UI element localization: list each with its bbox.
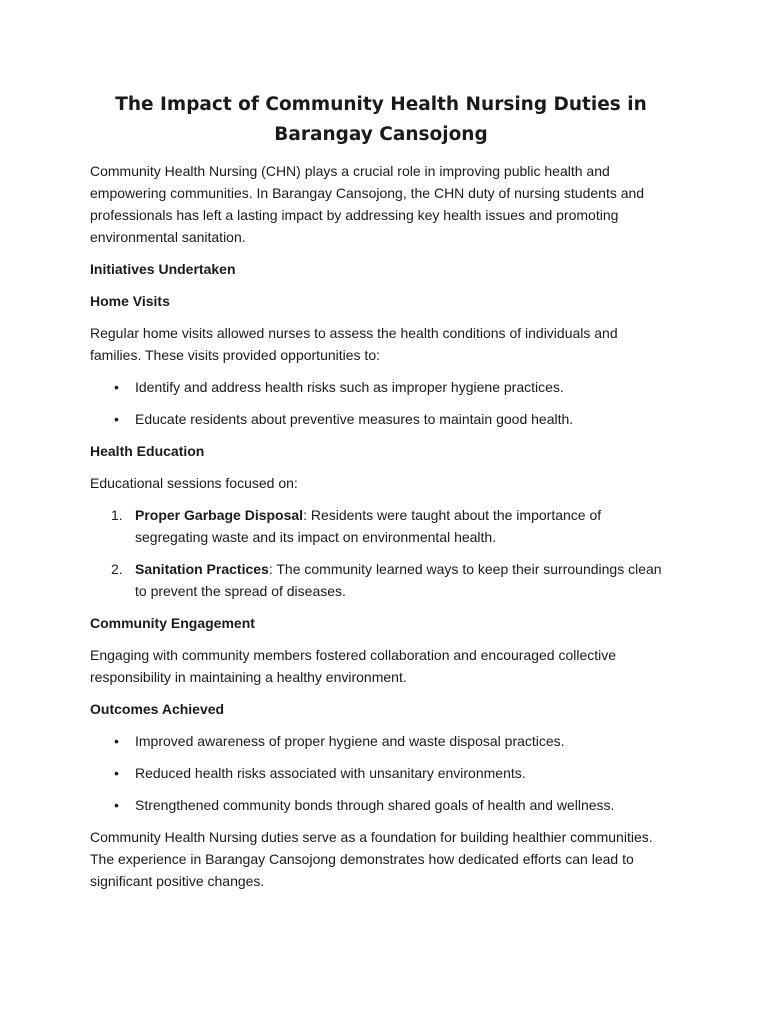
community-engagement-heading: Community Engagement bbox=[90, 615, 255, 631]
list-item-term: Proper Garbage Disposal bbox=[135, 507, 304, 523]
bullet-icon: • bbox=[114, 797, 119, 813]
list-item-text: Strengthened community bonds through shared goals of health and wellness. bbox=[135, 797, 615, 813]
community-engagement-paragraph: Engaging with community members fostered collaboration and encouraged collective responsibility in maintaining a healthy environment. bbox=[90, 647, 617, 685]
list-item bbox=[114, 762, 672, 784]
list-item bbox=[114, 408, 672, 430]
home-visits-list bbox=[90, 376, 672, 430]
outcomes-list bbox=[90, 730, 672, 816]
initiatives-heading: Initiatives Undertaken bbox=[90, 261, 236, 277]
list-item-text: Improved awareness of proper hygiene and waste disposal practices. bbox=[135, 733, 565, 749]
health-education-list bbox=[90, 504, 672, 602]
list-item-desc: : Residents were taught about the importance of segregating waste and its impact on environmental health. bbox=[135, 507, 602, 545]
health-education-heading: Health Education bbox=[90, 443, 205, 459]
list-item-desc: : The community learned ways to keep their surroundings clean to prevent the spread of diseases. bbox=[135, 561, 662, 599]
bullet-icon: • bbox=[114, 765, 119, 781]
list-item bbox=[114, 376, 672, 398]
list-item bbox=[111, 504, 672, 548]
outcomes-heading: Outcomes Achieved bbox=[90, 701, 225, 717]
list-number: 2. bbox=[111, 561, 123, 577]
list-item-text: Reduced health risks associated with unsanitary environments. bbox=[135, 765, 526, 781]
document-title: The Impact of Community Health Nursing Duties in Barangay Cansojong bbox=[115, 94, 647, 145]
health-education-paragraph: Educational sessions focused on: bbox=[90, 475, 298, 491]
list-item bbox=[114, 794, 672, 816]
list-item bbox=[114, 730, 672, 752]
home-visits-heading: Home Visits bbox=[90, 293, 170, 309]
intro-paragraph: Community Health Nursing (CHN) plays a crucial role in improving public health and empowering communities. In Barangay Cansojong, the CHN duty of nursing students and professionals has left a lasting impact by addressing key health issues and promoting environmental sanitation. bbox=[90, 163, 645, 245]
conclusion-paragraph: Community Health Nursing duties serve as a foundation for building healthier communities. The experience in Barangay Cansojong demonstrates how dedicated efforts can lead to significant positive changes. bbox=[90, 829, 653, 889]
bullet-icon: • bbox=[114, 379, 119, 395]
list-item-text: Identify and address health risks such as improper hygiene practices. bbox=[135, 379, 564, 395]
list-number: 1. bbox=[111, 507, 123, 523]
list-item-text: Educate residents about preventive measures to maintain good health. bbox=[135, 411, 574, 427]
bullet-icon: • bbox=[114, 411, 119, 427]
list-item-term: Sanitation Practices bbox=[135, 561, 269, 577]
home-visits-paragraph: Regular home visits allowed nurses to assess the health conditions of individuals and families. These visits provided opportunities to: bbox=[90, 325, 618, 363]
bullet-icon: • bbox=[114, 733, 119, 749]
list-item bbox=[111, 558, 672, 602]
